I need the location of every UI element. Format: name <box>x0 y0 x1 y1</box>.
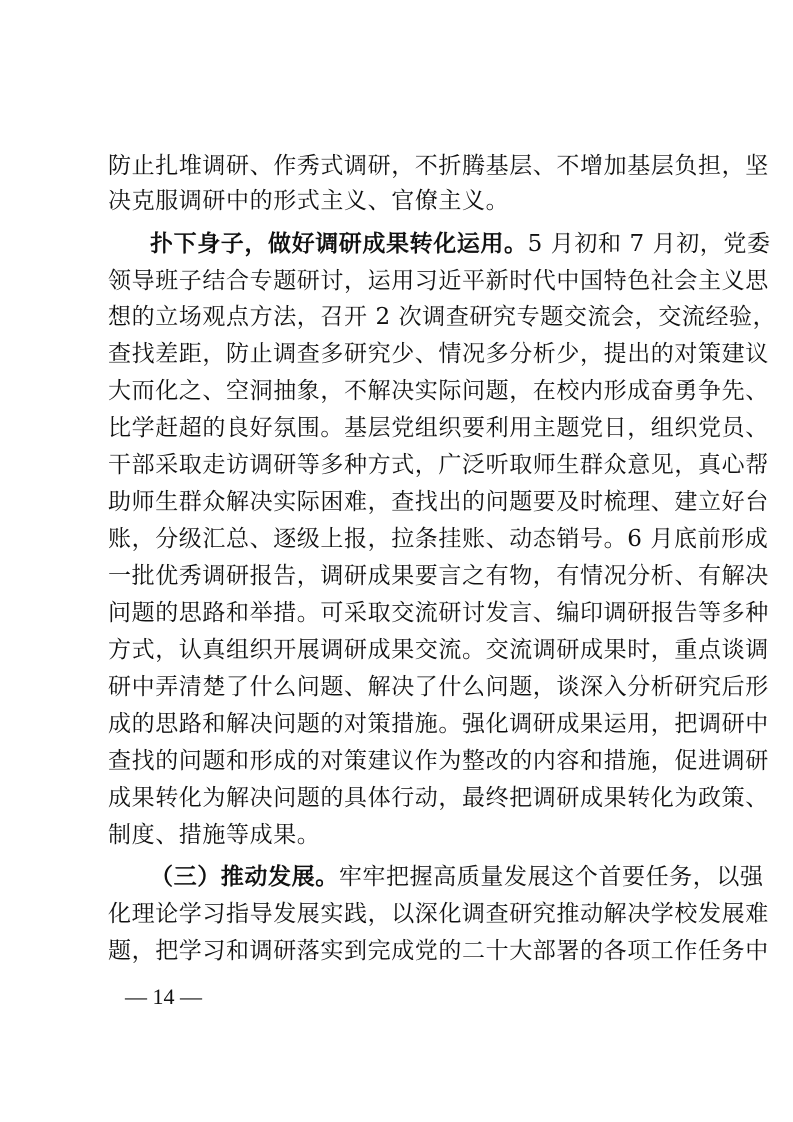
text-line: 决克服调研中的形式主义、官僚主义。 <box>108 188 510 214</box>
text-line: 想的立场观点方法，召开 2 次调查研究专题交流会，交流经验， <box>108 304 777 330</box>
paragraph-text: 牢牢把握高质量发展这个首要任务，以强 <box>338 864 764 890</box>
text-line: 账，分级汇总、逐级上报，拉条挂账、动态销号。6 月底前形成 <box>108 526 769 552</box>
page-number: — 14 — <box>125 984 202 1009</box>
text-line: 查找的问题和形成的对策建议作为整改的内容和措施，促进调研 <box>108 748 769 774</box>
text-line: 大而化之、空洞抽象，不解决实际问题，在校内形成奋勇争先、 <box>108 378 769 404</box>
text-line: 制度、措施等成果。 <box>108 822 321 848</box>
text-line: 比学赶超的良好氛围。基层党组织要利用主题党日，组织党员、 <box>108 415 769 441</box>
text-line: 领导班子结合专题研讨，运用习近平新时代中国特色社会主义思 <box>108 268 769 294</box>
text-line: 题，把学习和调研落实到完成党的二十大部署的各项工作任务中 <box>108 938 769 964</box>
paragraph-heading: 扑下身子，做好调研成果转化运用。 <box>150 231 528 257</box>
text-line: 问题的思路和举措。可采取交流研讨发言、编印调研报告等多种 <box>108 600 769 626</box>
section-heading: （三）推动发展。 <box>150 864 339 890</box>
text-line: 干部采取走访调研等多种方式，广泛听取师生群众意见，真心帮 <box>108 452 769 478</box>
text-line: 研中弄清楚了什么问题、解决了什么问题，谈深入分析研究后形 <box>108 674 769 700</box>
text-line: 查找差距，防止调查多研究少、情况多分析少，提出的对策建议 <box>108 341 769 367</box>
text-line: 方式，认真组织开展调研成果交流。交流调研成果时，重点谈调 <box>108 637 769 663</box>
paragraph-opening-line <box>150 229 771 259</box>
text-line: 成的思路和解决问题的对策措施。强化调研成果运用，把调研中 <box>108 711 769 737</box>
text-line: 化理论学习指导发展实践，以深化调查研究推动解决学校发展难 <box>108 901 769 927</box>
paragraph-text: 5 月初和 7 月初，党委 <box>527 231 771 257</box>
text-line: 一批优秀调研报告，调研成果要言之有物，有情况分析、有解决 <box>108 563 769 589</box>
text-line: 成果转化为解决问题的具体行动，最终把调研成果转化为政策、 <box>108 785 769 811</box>
paragraph-opening-line <box>150 862 764 892</box>
text-line: 助师生群众解决实际困难，查找出的问题要及时梳理、建立好台 <box>108 489 769 515</box>
text-line: 防止扎堆调研、作秀式调研，不折腾基层、不增加基层负担，坚 <box>108 153 769 179</box>
